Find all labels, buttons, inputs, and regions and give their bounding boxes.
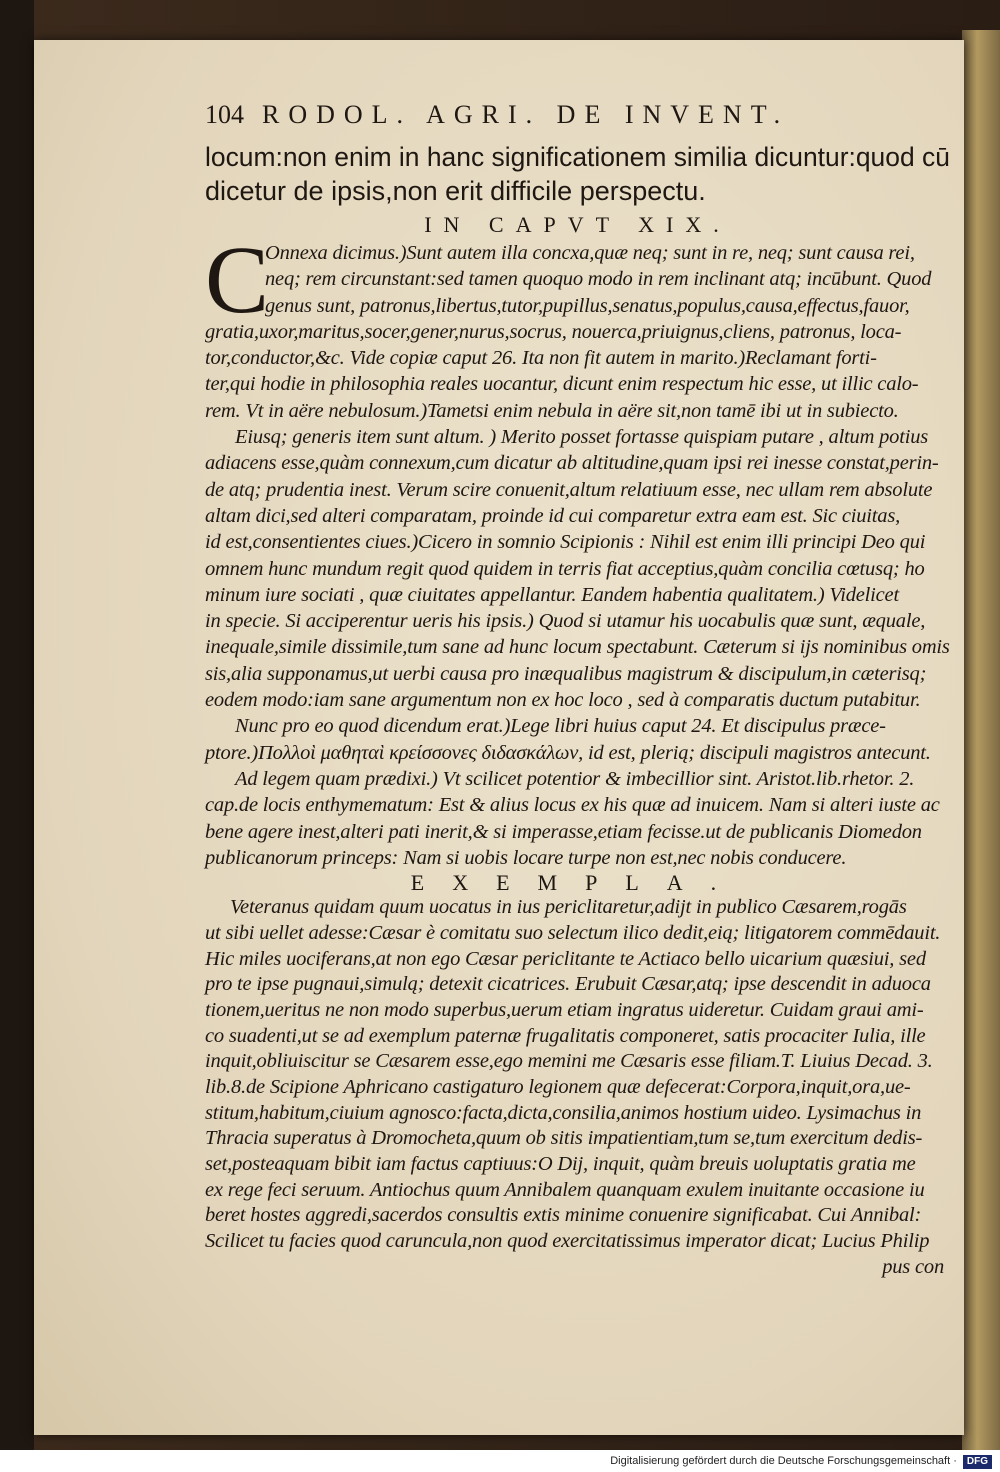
- lead-line: locum:non enim in hanc significationem similia dicuntur:quod cū: [205, 142, 950, 172]
- commentary-line: cap.de locis enthymematum: Est & alius locus ex his quæ ad inuicem. Nam si alteri iuste ac: [205, 794, 940, 817]
- exempla-line: co suadenti,ut se ad exemplum paternæ frugalitatis componeret, satis procaciter Iulia, ille: [205, 1024, 926, 1047]
- commentary-line: tor,conductor,&c. Vide copiæ caput 26. Ita non fit autem in marito.)Reclamant forti-: [205, 347, 877, 370]
- commentary-line: id est,consentientes ciues.)Cicero in somnio Scipionis : Nihil est enim illi principi Deo qui: [205, 531, 926, 554]
- page-text: [205, 100, 950, 1280]
- commentary-line: inequale,simile dissimile,tum sane ad hunc locum spectabunt. Cæterum si ijs nominibus omis: [205, 636, 950, 659]
- commentary-line: adiacens esse,quàm connexum,cum dicatur ab altitudine,quam ipsi rei inesse constat,perin-: [205, 452, 939, 475]
- commentary-line: sis,alia supponamus,ut uerbi causa pro inæqualibus magistrum & discipulum,in cæterisq;: [205, 662, 927, 685]
- commentary-line: publicanorum princeps: Nam si uobis locare turpe non est,nec nobis conducere.: [205, 846, 847, 869]
- commentary-line: genus sunt, patronus,libertus,tutor,pupillus,senatus,populus,causa,effectus,fauor,: [265, 294, 910, 317]
- exempla-line: ut sibi uellet adesse:Cæsar è comitatu suo selectum ilico dedit,eią; litigatorem commēdauit.: [205, 921, 941, 944]
- running-header: [205, 100, 950, 140]
- section-title: IN CAPVT XIX.: [424, 212, 731, 237]
- commentary-line: Nunc pro eo quod dicendum erat.)Lege libri huius caput 24. Et discipulus præce-: [235, 715, 886, 738]
- exempla-line: tionem,ueritus ne non modo superbus,uerum etiam ingratus uideretur. Cuidam graui ami-: [205, 998, 924, 1021]
- commentary-line: rem. Vt in aëre nebulosum.)Tametsi enim nebula in aëre sit,non tamē ibi ut in subiecto.: [205, 399, 899, 422]
- lead-text: [205, 140, 950, 208]
- commentary-line: in specie. Si acciperentur ueris his ipsis.) Quod si utamur his uocabulis quæ sunt, æquale,: [205, 610, 926, 633]
- exempla-line: pro te ipse pugnaui,simulą; detexit cicatrices. Erubuit Cæsar,atq; ipse descendit in aduoca: [205, 973, 931, 996]
- commentary-line: bene agere inest,alteri pati inerit,& si imperasse,etiam fecisse.ut de publicanis Diomedon: [205, 820, 922, 843]
- commentary-line: Onnexa dicimus.)Sunt autem illa concxa,quæ neq; sunt in re, neq; sunt causa rei,: [265, 242, 915, 264]
- scan-left-margin: [0, 0, 34, 1450]
- running-title: RODOL. AGRI. DE INVENT.: [262, 100, 790, 129]
- exempla-line: stitum,habitum,ciuium agnosco:facta,dicta,consilia,animos hostium uideo. Lysimachus in: [205, 1101, 922, 1124]
- drop-capital: C: [205, 226, 270, 333]
- commentary: [205, 226, 950, 871]
- exempla-line: Scilicet tu facies quod caruncula,non quod exercitatissimus imperator dicat; Lucius Philip: [205, 1230, 930, 1253]
- lead-line: dicetur de ipsis,non erit difficile perspectu.: [205, 176, 706, 206]
- exempla-line: lib.8.de Scipione Aphricano castigaturo legionem quæ defecerat:Corpora,inquit,ora,ue-: [205, 1075, 911, 1098]
- commentary-line: altam dici,sed alteri comparatam, proinde id cui comparetur extra eam est. Sic ciuitas,: [205, 504, 901, 527]
- commentary-line: Ad legem quam prædixi.) Vt scilicet potentior & imbecillior sint. Aristot.lib.rhetor. 2.: [235, 767, 915, 790]
- exempla-line: Veteranus quidam quum uocatus in ius periclitaretur,adijt in publico Cæsarem,rogās: [230, 896, 907, 919]
- commentary-line: de atq; prudentia inest. Verum scire conuenit,altum relatiuum esse, nec ullam rem absolute: [205, 478, 933, 501]
- catchword: pus con: [882, 1255, 944, 1278]
- exempla-title: EXEMPLA.: [410, 870, 745, 896]
- commentary-line: neq; rem circunstant:sed tamen quoquo modo in rem inclinant atq; incūbunt. Quod: [265, 268, 932, 291]
- commentary-line: eodem modo:iam sane argumentum non ex hoc loco , sed à comparatis ductum putabitur.: [205, 689, 921, 712]
- exempla-line: inquit,obliuiscitur se Cæsarem esse,ego memini me Cæsaris esse filiam.T. Liuius Decad. 3.: [205, 1050, 933, 1073]
- commentary-line: gratia,uxor,maritus,socer,gener,nurus,socrus, nouerca,priuignus,cliens, patronus, loca-: [205, 320, 902, 343]
- commentary-line: omnem hunc mundum regit quod quidem in terris fiat acceptius,quàm concilia cœtusq; ho: [205, 557, 925, 580]
- footer-text: Digitalisierung gefördert durch die Deutsche Forschungsgemeinschaft ·: [610, 1455, 957, 1467]
- exempla-line: ex rege feci seruum. Antiochus quum Annibalem quanquam exulem inuitante occasione iu: [205, 1178, 925, 1201]
- exempla: [205, 895, 950, 1255]
- exempla-line: Thracia superatus à Dromocheta,quum ob sitis impatientiam,tum se,tum exercitum dedis-: [205, 1127, 923, 1150]
- page-number: 104: [205, 100, 244, 129]
- commentary-line: Eiusq; generis item sunt altum. ) Merito posset fortasse quispiam putare , altum potius: [235, 426, 929, 449]
- commentary-line: minum iure sociati , quæ ciuitates appellantur. Eandem habentia qualitatem.) Videlicet: [205, 583, 899, 606]
- commentary-line: ptore.)Πολλοὶ μαθηταὶ κρείσσονες διδασκάλων, id est, plerią; discipuli magistros antecunt.: [205, 741, 931, 764]
- footer-bar: [0, 1450, 1000, 1472]
- commentary-line: ter,qui hodie in philosophia reales uocantur, dicunt enim respectum hic esse, ut illic calo-: [205, 373, 919, 396]
- book-edge: [962, 30, 1000, 1450]
- exempla-line: Hic miles uociferans,at non ego Cæsar periclitante te Actiaco bello uicarium quæsiui, sed: [205, 947, 926, 970]
- dfg-logo: DFG: [963, 1455, 992, 1469]
- exempla-line: set,posteaquam bibit iam factus captiuus:O Dij, inquit, quàm breuis uoluptatis gratia me: [205, 1153, 916, 1175]
- exempla-line: beret hostes aggredi,sacerdos consultis extis minime conuenire significabat. Cui Annibal:: [205, 1204, 922, 1227]
